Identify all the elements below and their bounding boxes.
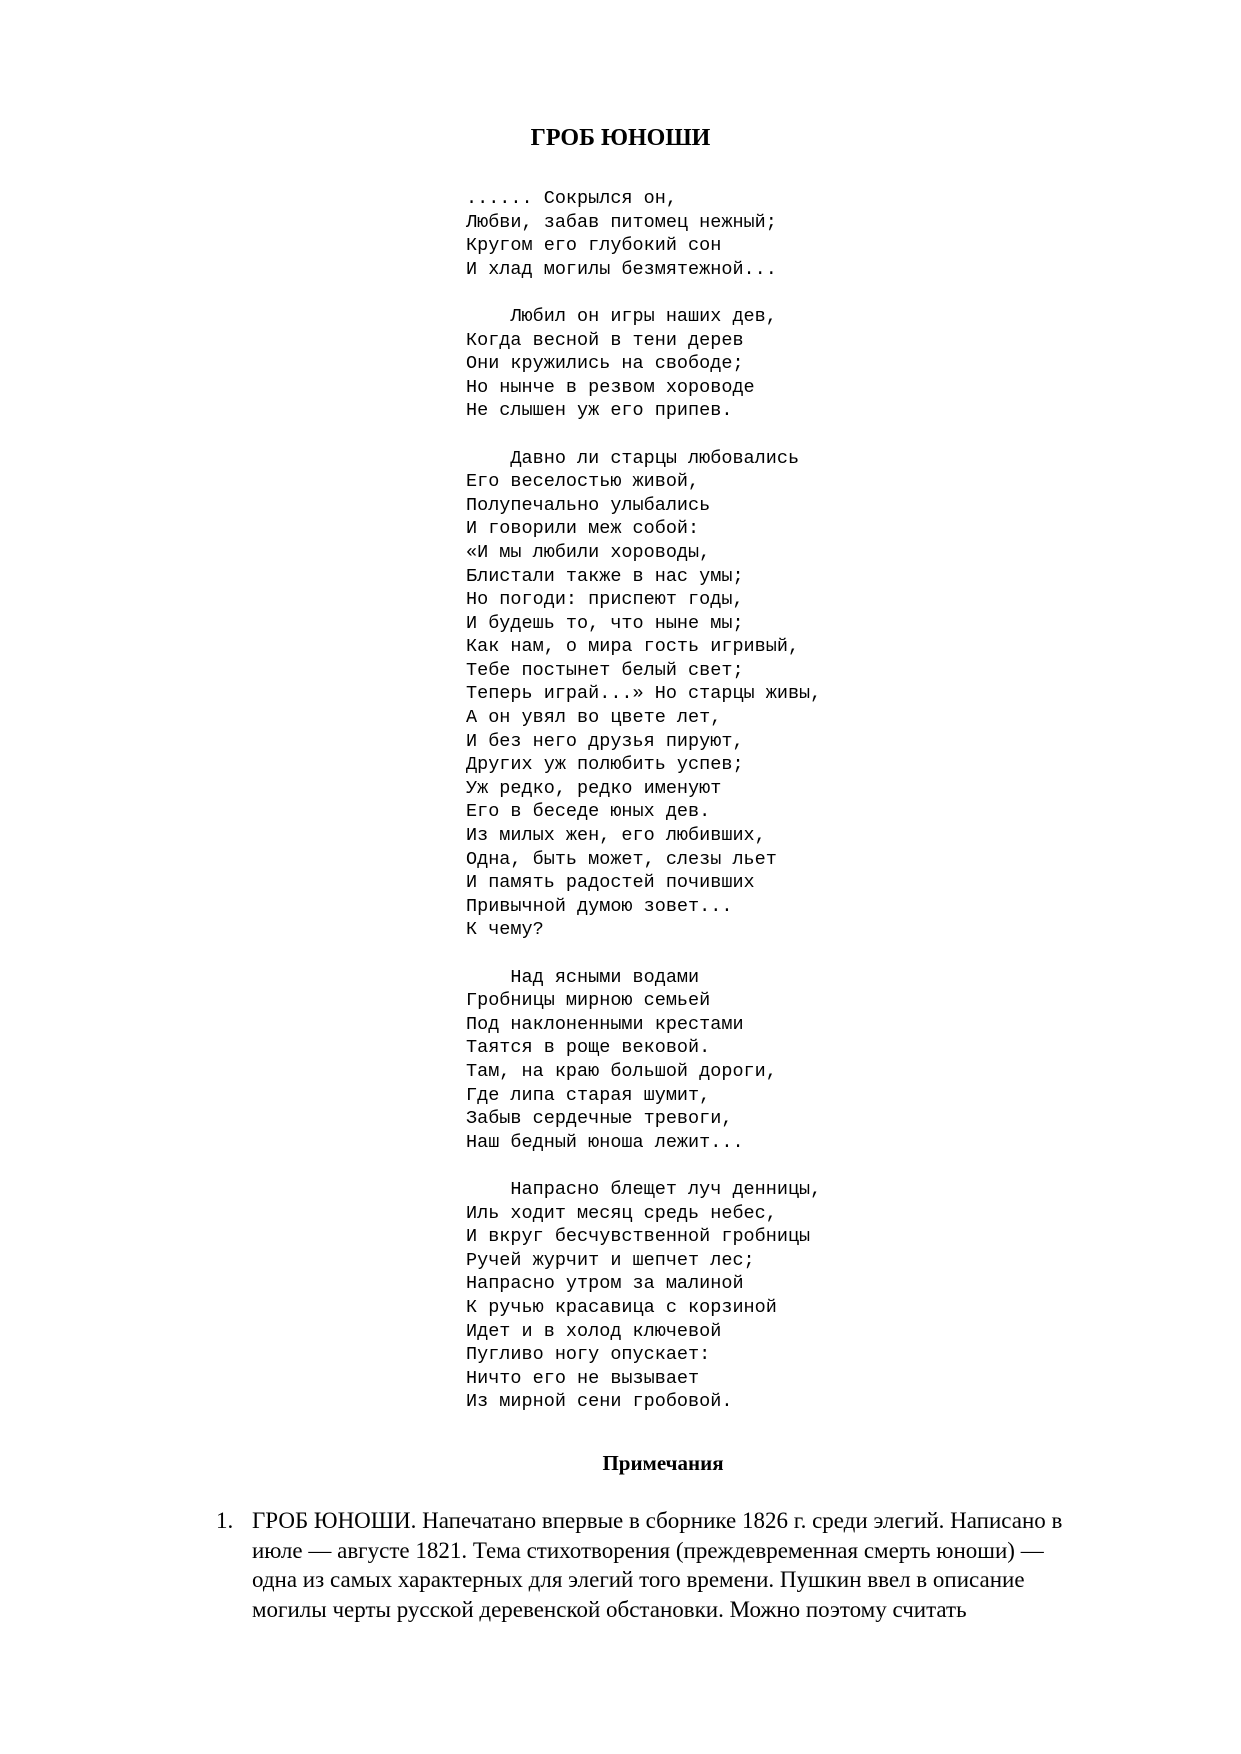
poem-line: И вкруг бесчувственной гробницы — [466, 1226, 811, 1248]
poem-line: Где липа старая шумит, — [466, 1084, 711, 1106]
poem-line: Над ясными водами — [466, 966, 700, 988]
poem-line: И будешь то, что ныне мы; — [466, 612, 744, 634]
poem-line: Забыв сердечные тревоги, — [466, 1108, 733, 1130]
poem-line: И память радостей почивших — [466, 872, 755, 894]
poem-line: Таятся в роще вековой. — [466, 1037, 711, 1059]
poem-line: Его веселостью живой, — [466, 471, 700, 493]
poem-line: Кругом его глубокий сон — [466, 235, 722, 257]
poem-line: «И мы любили хороводы, — [466, 541, 711, 563]
poem-line: Когда весной в тени дерев — [466, 329, 744, 351]
poem-line: Они кружились на свободе; — [466, 353, 744, 375]
poem-line: Из милых жен, его любивших, — [466, 825, 766, 847]
poem-line: Любил он игры наших дев, — [466, 305, 777, 327]
poem-line: Давно ли старцы любовались — [466, 447, 800, 469]
poem-line: Из мирной сени гробовой. — [466, 1391, 733, 1413]
poem-title: ГРОБ ЮНОШИ — [530, 125, 711, 151]
stanza-break — [466, 942, 821, 966]
poem-line: Напрасно блещет луч денницы, — [466, 1178, 822, 1200]
poem-line: Полупечально улыбались — [466, 494, 711, 516]
poem-line: Ничто его не вызывает — [466, 1367, 700, 1389]
poem-line: И без него друзья пируют, — [466, 730, 744, 752]
note-text-line: июле — августе 1821. Тема стихотворения (преждевременная смерть юноши) — — [252, 1537, 1044, 1563]
poem-line: К ручью красавица с корзиной — [466, 1296, 777, 1318]
poem-line: Ручей журчит и шепчет лес; — [466, 1249, 755, 1271]
stanza-break — [466, 281, 821, 305]
poem-line: Напрасно утром за малиной — [466, 1273, 744, 1295]
poem-line: Привычной думою зовет... — [466, 895, 733, 917]
poem-line: ...... Сокрылся он, — [466, 188, 677, 209]
note-item — [216, 1506, 1156, 1624]
poem-line: Там, на краю большой дороги, — [466, 1060, 777, 1082]
poem-line: Гробницы мирною семьей — [466, 990, 711, 1012]
poem-line: Не слышен уж его припев. — [466, 400, 733, 422]
poem-line: Под наклоненными крестами — [466, 1013, 744, 1035]
poem-body — [466, 187, 821, 1414]
note-number: 1. — [216, 1508, 234, 1533]
note-text-line: одна из самых характерных для элегий того времени. Пушкин ввел в описание — [252, 1567, 1025, 1592]
poem-line: Наш бедный юноша лежит... — [466, 1131, 744, 1153]
poem-line: И хлад могилы безмятежной... — [466, 258, 777, 280]
poem-line: Идет и в холод ключевой — [466, 1320, 722, 1342]
poem-line: Любви, забав питомец нежный; — [466, 211, 777, 233]
stanza-break — [466, 1154, 821, 1178]
poem-line: Уж редко, редко именуют — [466, 777, 722, 799]
poem-line: К чему? — [466, 919, 544, 941]
note-text-line: ГРОБ ЮНОШИ. Напечатано впервые в сборнике 1826 г. среди элегий. Написано в — [252, 1508, 1063, 1533]
poem-line: Одна, быть может, слезы льет — [466, 848, 777, 870]
poem-line: Иль ходит месяц средь небес, — [466, 1202, 777, 1224]
poem-line: Тебе постынет белый свет; — [466, 659, 744, 681]
poem-line: Его в беседе юных дев. — [466, 801, 711, 823]
stanza-break — [466, 423, 821, 447]
poem-line: Теперь играй...» Но старцы живы, — [466, 683, 822, 705]
poem-line: Пугливо ногу опускает: — [466, 1344, 711, 1366]
poem-line: Но погоди: приспеют годы, — [466, 589, 744, 611]
poem-line: А он увял во цвете лет, — [466, 707, 722, 729]
notes-heading: Примечания — [602, 1451, 724, 1475]
poem-line: Но нынче в резвом хороводе — [466, 376, 755, 398]
poem-line: И говорили меж собой: — [466, 518, 700, 540]
note-text-line: могилы черты русской деревенской обстановки. Можно поэтому считать — [252, 1596, 967, 1622]
poem-line: Блистали также в нас умы; — [466, 565, 744, 587]
poem-line: Других уж полюбить успев; — [466, 754, 744, 776]
notes-list — [216, 1506, 1156, 1624]
poem-line: Как нам, о мира гость игривый, — [466, 636, 800, 658]
